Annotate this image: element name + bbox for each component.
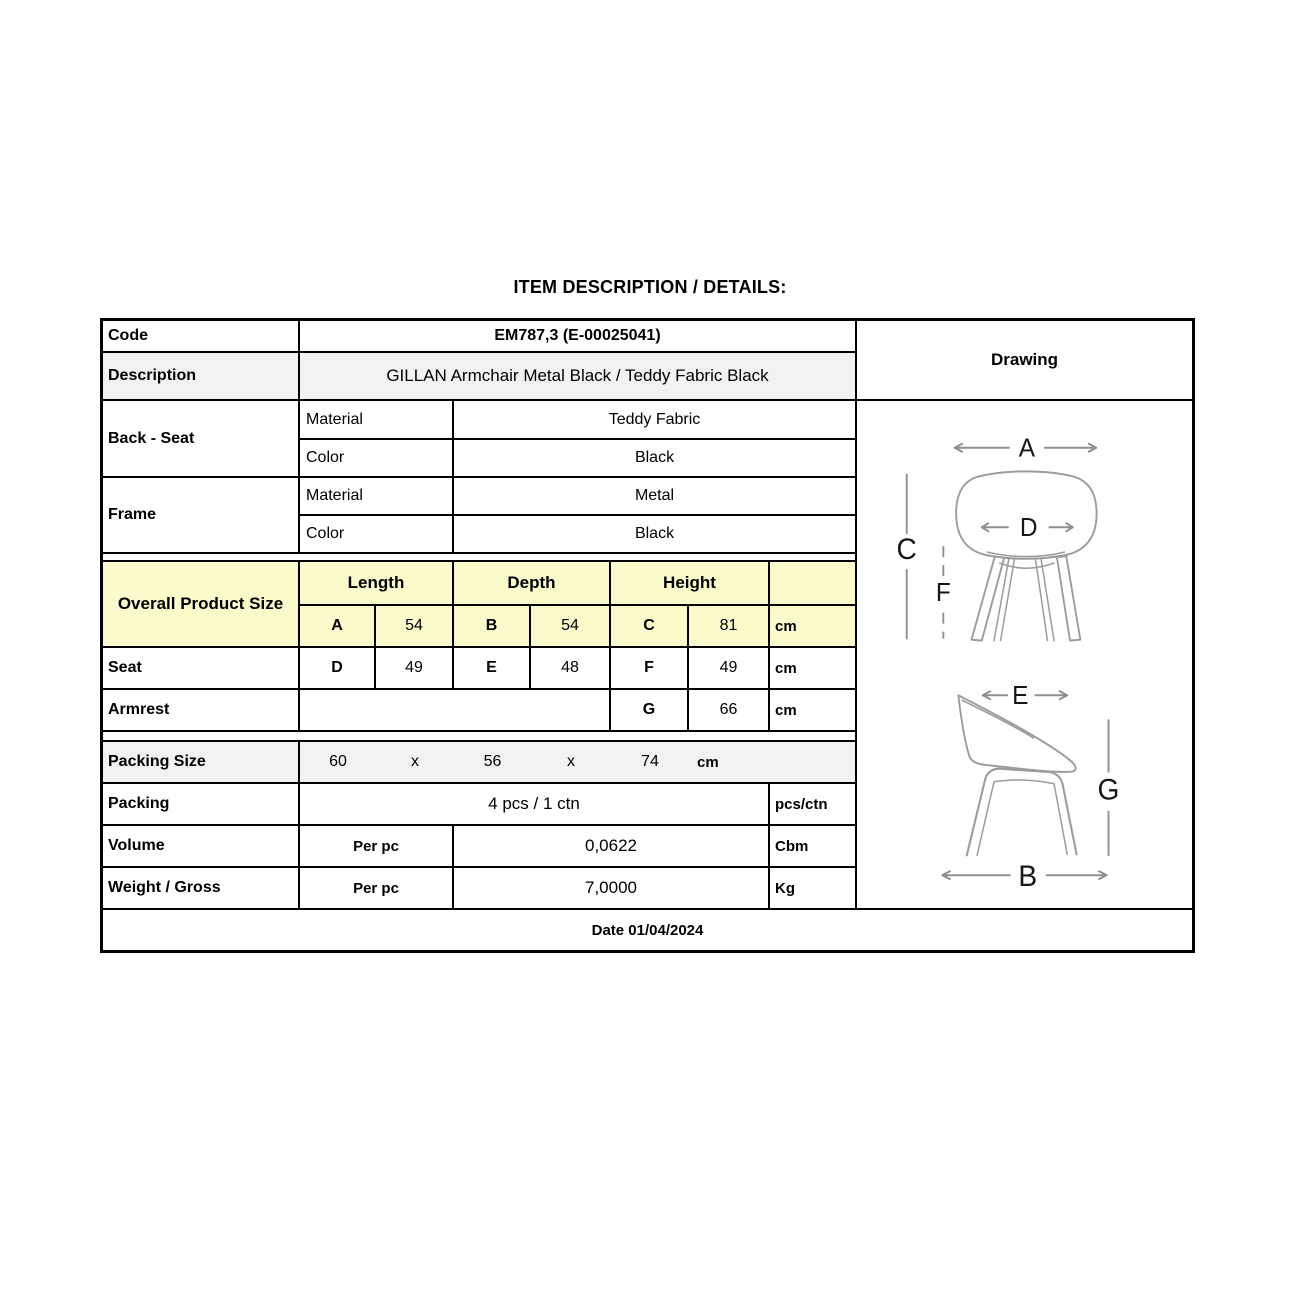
packing-size-x2: x — [567, 753, 575, 770]
back-seat-material-value: Teddy Fabric — [454, 401, 855, 438]
seat-length-key: D — [300, 648, 374, 688]
chair-drawing — [857, 401, 1192, 908]
weight-basis: Per pc — [300, 868, 452, 908]
seat-depth-value: 48 — [531, 648, 609, 688]
weight-row-label: Weight / Gross — [103, 868, 298, 908]
length-header: Length — [300, 562, 452, 604]
overall-length-value: 54 — [376, 606, 452, 646]
weight-value: 7,0000 — [454, 868, 768, 908]
packing-size-x1: x — [411, 753, 419, 770]
overall-size-row-label: Overall Product Size — [103, 562, 298, 646]
packing-size-row-label: Packing Size — [103, 742, 298, 782]
overall-length-key: A — [300, 606, 374, 646]
chair-side-view — [942, 682, 1119, 894]
overall-height-key: C — [611, 606, 687, 646]
armrest-unit: cm — [770, 690, 855, 730]
volume-unit: Cbm — [770, 826, 855, 866]
dim-label-g: G — [1097, 773, 1120, 807]
packing-size-values — [300, 742, 855, 782]
back-seat-row-label: Back - Seat — [103, 401, 298, 476]
armrest-height-value: 66 — [689, 690, 768, 730]
packing-size-unit: cm — [697, 753, 719, 771]
volume-row-label: Volume — [103, 826, 298, 866]
overall-height-value: 81 — [689, 606, 768, 646]
drawing-cell — [857, 401, 1192, 908]
seat-height-key: F — [611, 648, 687, 688]
back-seat-material-label: Material — [300, 401, 452, 438]
packing-row-label: Packing — [103, 784, 298, 824]
frame-row-label: Frame — [103, 478, 298, 552]
date-row: Date 01/04/2024 — [103, 910, 1192, 950]
dim-label-c: C — [896, 533, 917, 567]
section-spacer — [103, 554, 855, 560]
code-row-label: Code — [103, 321, 298, 351]
code-value: EM787,3 (E-00025041) — [300, 321, 855, 351]
seat-height-value: 49 — [689, 648, 768, 688]
frame-color-value: Black — [454, 516, 855, 552]
dim-label-b: B — [1018, 860, 1038, 894]
back-seat-color-label: Color — [300, 440, 452, 476]
dim-label-a: A — [1018, 434, 1035, 463]
drawing-header: Drawing — [857, 321, 1192, 399]
description-row-label: Description — [103, 353, 298, 399]
size-header-empty-cell — [770, 562, 855, 604]
back-seat-color-value: Black — [454, 440, 855, 476]
description-value: GILLAN Armchair Metal Black / Teddy Fabric Black — [300, 353, 855, 399]
overall-depth-key: B — [454, 606, 529, 646]
depth-header: Depth — [454, 562, 609, 604]
packing-size-height: 74 — [641, 753, 659, 770]
dim-label-d: D — [1019, 513, 1038, 543]
spec-table — [100, 318, 1195, 953]
overall-unit: cm — [770, 606, 855, 646]
dim-label-e: E — [1012, 681, 1029, 711]
seat-unit: cm — [770, 648, 855, 688]
page-title: ITEM DESCRIPTION / DETAILS: — [513, 277, 787, 297]
volume-value: 0,0622 — [454, 826, 768, 866]
height-header: Height — [611, 562, 768, 604]
armrest-row-label: Armrest — [103, 690, 298, 730]
packing-value: 4 pcs / 1 ctn — [300, 784, 768, 824]
chair-front-view — [897, 434, 1097, 641]
seat-depth-key: E — [454, 648, 529, 688]
volume-basis: Per pc — [300, 826, 452, 866]
frame-material-value: Metal — [454, 478, 855, 514]
packing-unit: pcs/ctn — [770, 784, 855, 824]
seat-row-label: Seat — [103, 648, 298, 688]
frame-material-label: Material — [300, 478, 452, 514]
section-spacer — [103, 732, 855, 740]
frame-color-label: Color — [300, 516, 452, 552]
overall-depth-value: 54 — [531, 606, 609, 646]
weight-unit: Kg — [770, 868, 855, 908]
armrest-empty-cell — [300, 690, 609, 730]
packing-size-depth: 56 — [483, 753, 502, 770]
packing-size-length: 60 — [329, 753, 347, 770]
dim-label-f: F — [935, 578, 951, 607]
seat-length-value: 49 — [376, 648, 452, 688]
armrest-height-key: G — [611, 690, 687, 730]
